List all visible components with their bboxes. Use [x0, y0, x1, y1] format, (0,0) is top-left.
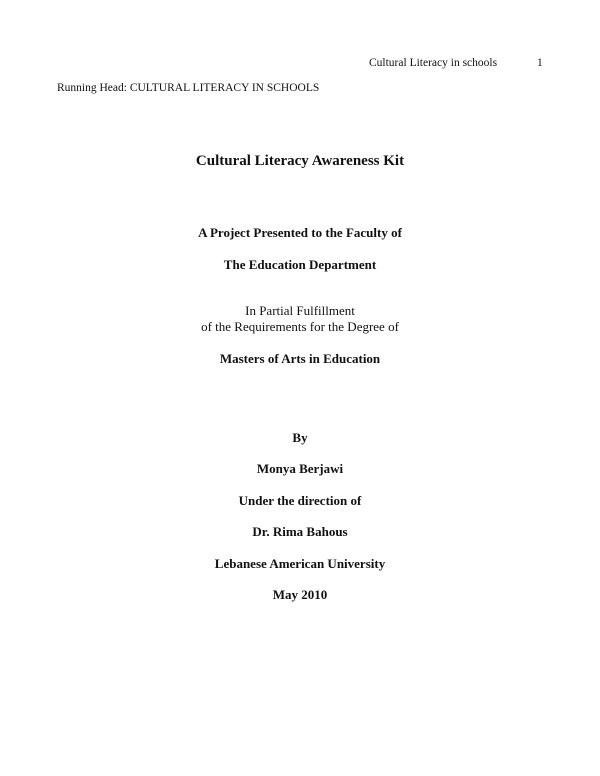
submission-date: May 2010 [272, 587, 328, 602]
by-label: By [292, 430, 308, 445]
university-name: Lebanese American University [214, 556, 386, 571]
document-title: Cultural Literacy Awareness Kit [195, 153, 405, 169]
direction-label: Under the direction of [238, 493, 362, 508]
presented-line-2: The Education Department [223, 257, 377, 272]
fulfillment-line-2: of the Requirements for the Degree of [201, 319, 399, 334]
page-number: 1 [537, 57, 543, 69]
presented-line-1: A Project Presented to the Faculty of [198, 225, 402, 240]
degree-name: Masters of Arts in Education [219, 351, 381, 366]
author-name: Monya Berjawi [256, 461, 344, 476]
running-head: Running Head: CULTURAL LITERACY IN SCHOOLS [57, 82, 320, 94]
advisor-name: Dr. Rima Bahous [252, 524, 348, 539]
fulfillment-line-1: In Partial Fulfillment [245, 303, 355, 318]
header-short-title: Cultural Literacy in schools [369, 57, 498, 69]
